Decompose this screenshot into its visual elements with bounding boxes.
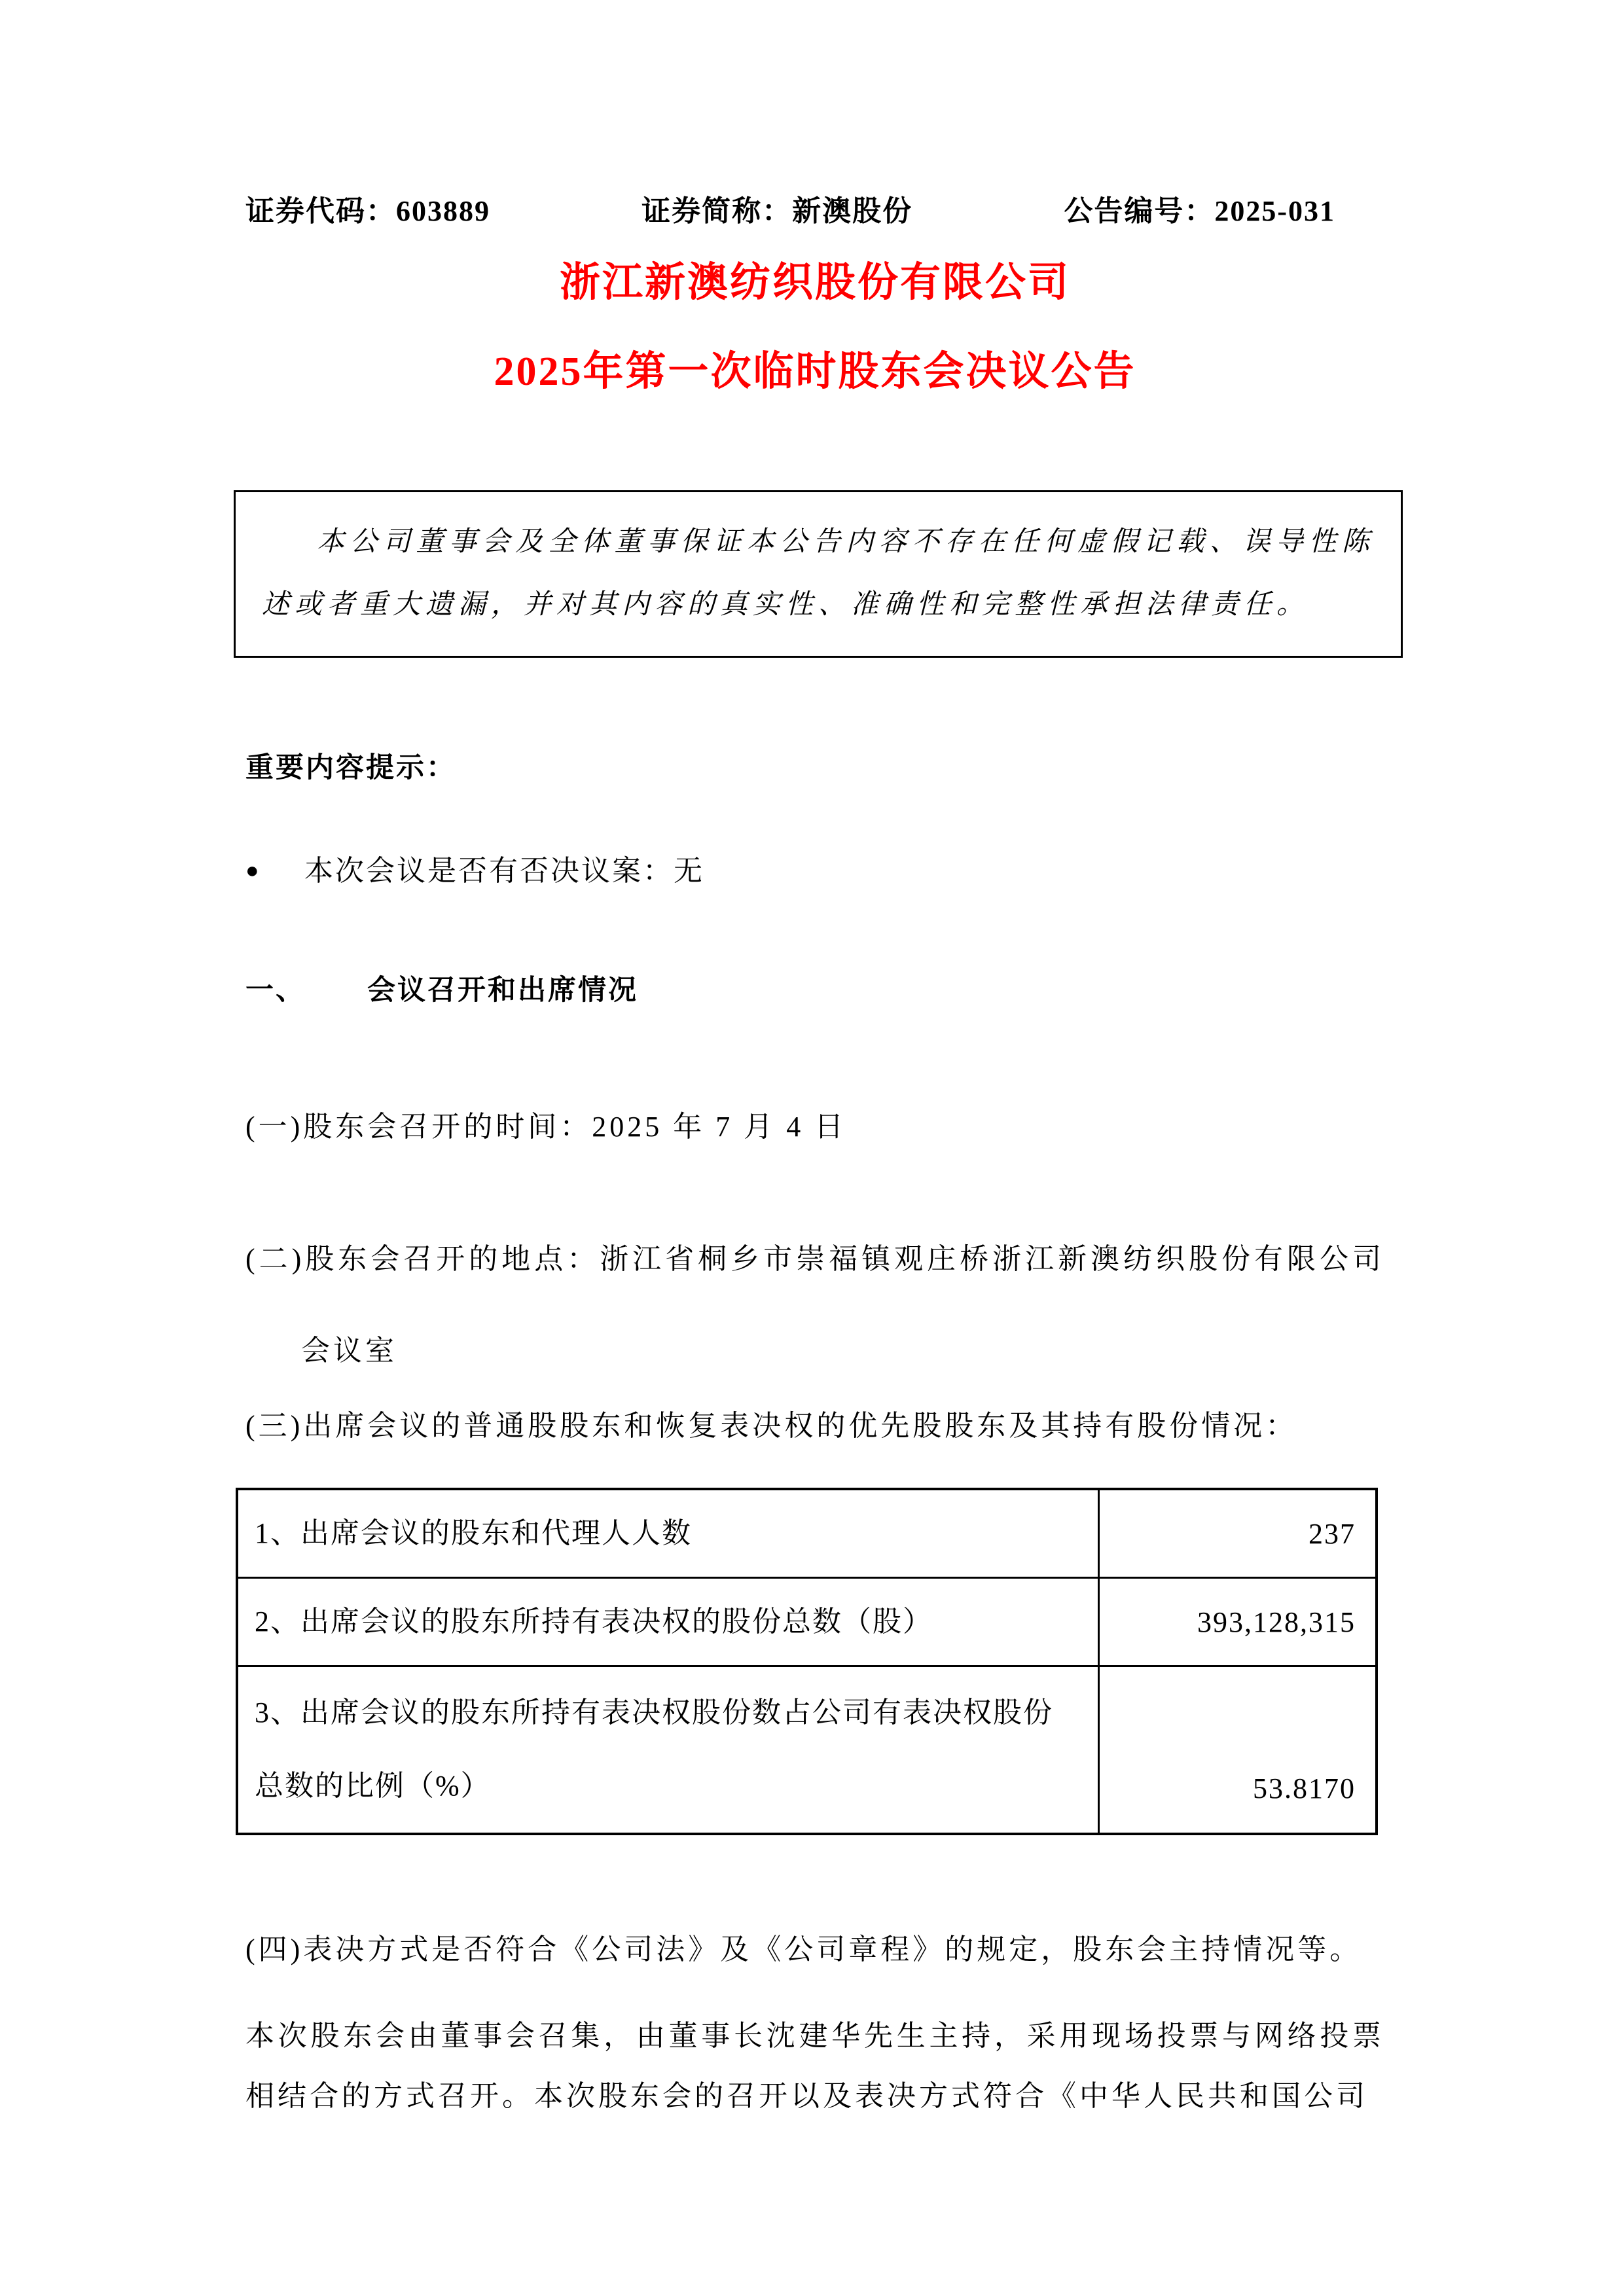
section-one-heading	[245, 972, 1384, 1009]
stock-abbreviation: 证券简称：新澳股份	[641, 195, 913, 227]
item-meeting-place	[245, 1213, 1384, 1397]
row-value: 53.8170	[1098, 1666, 1377, 1834]
company-name-title: 浙江新澳纺织股份有限公司	[559, 260, 1070, 305]
table-row	[237, 1578, 1377, 1666]
row-label: 3、出席会议的股东所持有表决权股份数占公司有表决权股份总数的比例（%）	[237, 1666, 1098, 1834]
announcement-title: 2025年第一次临时股东会决议公告	[494, 350, 1136, 394]
item-meeting-time: (一)股东会召开的时间：2025 年 7 月 4 日	[245, 1111, 847, 1143]
document-content	[245, 0, 1384, 2126]
closing-paragraph: 本次股东会由董事会召集，由董事长沈建华先生主持，采用现场投票与网络投票相结合的方式召开。本次股东会的召开以及表决方式符合《中华人民共和国公司	[245, 2019, 1384, 2112]
section-one-title: 会议召开和出席情况	[367, 975, 638, 1006]
section-one-number: 一、	[245, 975, 306, 1006]
stock-code: 证券代码：603889	[245, 195, 490, 227]
table-row	[237, 1489, 1377, 1578]
bullet-icon: ●	[245, 859, 261, 883]
item-voting-method: (四)表决方式是否符合《公司法》及《公司章程》的规定，股东会主持情况等。	[245, 1933, 1362, 1965]
row-value: 237	[1098, 1489, 1377, 1578]
announcement-number: 公告编号：2025-031	[1064, 195, 1335, 227]
row-value: 393,128,315	[1098, 1578, 1377, 1666]
important-notice-heading: 重要内容提示：	[245, 752, 456, 783]
attendance-table	[236, 1488, 1378, 1835]
item-meeting-place-line2: 会议室	[301, 1335, 397, 1367]
disclaimer-box	[234, 490, 1403, 658]
row-label: 2、出席会议的股东所持有表决权的股份总数（股）	[237, 1578, 1098, 1666]
disclaimer-text: 本公司董事会及全体董事保证本公告内容不存在任何虚假记载、误导性陈述或者重大遗漏，并对其内容的真实性、准确性和完整性承担法律责任。	[262, 527, 1375, 620]
item-meeting-place-line1: (二)股东会召开的地点：浙江省桐乡市崇福镇观庄桥浙江新澳纺织股份有限公司	[245, 1243, 1384, 1275]
row-label: 1、出席会议的股东和代理人人数	[237, 1489, 1098, 1578]
table-row	[237, 1666, 1377, 1834]
item-attendance-intro: (三)出席会议的普通股股东和恢复表决权的优先股股东及其持有股份情况：	[245, 1410, 1298, 1442]
notice-bullet-text: 本次会议是否有否决议案：无	[304, 855, 704, 887]
notice-bullet-item	[245, 853, 1384, 889]
securities-header-line	[245, 193, 1335, 230]
